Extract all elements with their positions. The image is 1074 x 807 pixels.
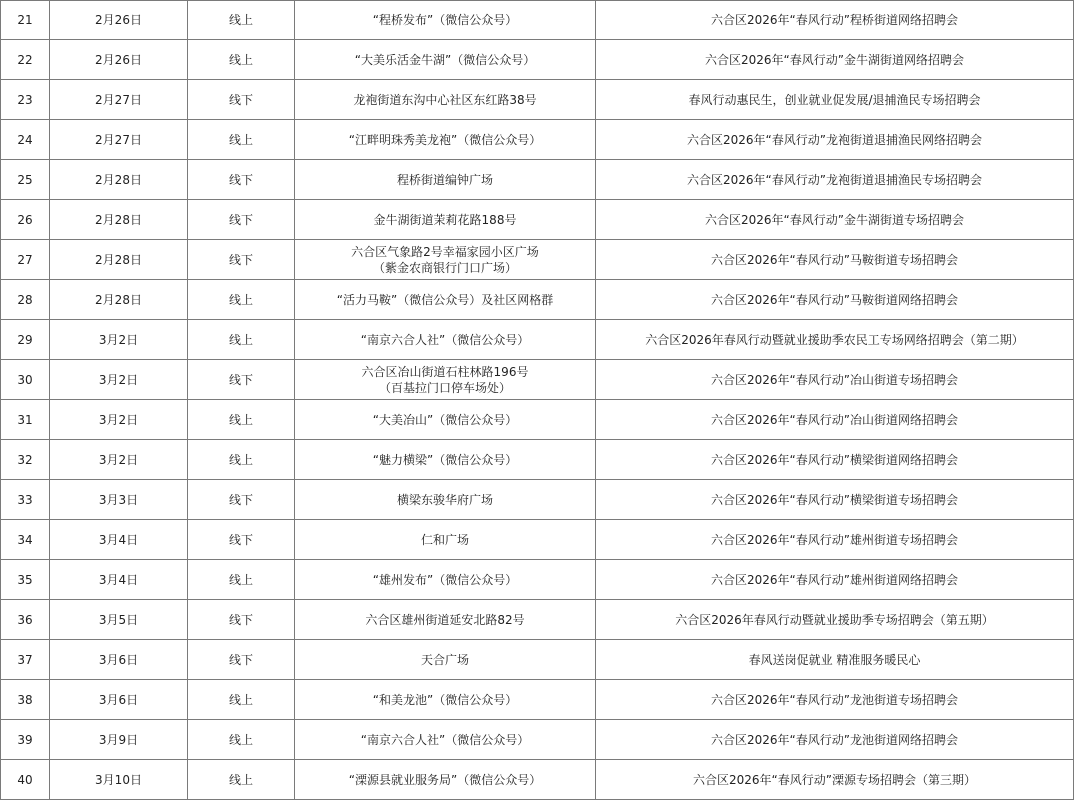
- event-title-cell: 六合区2026年“春风行动”马鞍街道专场招聘会: [596, 240, 1074, 280]
- date-cell: 2月28日: [50, 200, 188, 240]
- table-row: [1, 480, 1074, 520]
- table-row: [1, 760, 1074, 800]
- venue-cell: “大美冶山”（微信公众号）: [295, 400, 596, 440]
- mode-cell: 线上: [188, 320, 295, 360]
- mode-cell: 线上: [188, 120, 295, 160]
- table-row: [1, 720, 1074, 760]
- row-number-cell: 23: [1, 80, 50, 120]
- row-number-cell: 26: [1, 200, 50, 240]
- date-cell: 3月5日: [50, 600, 188, 640]
- venue-cell: 横梁东骏华府广场: [295, 480, 596, 520]
- row-number-cell: 37: [1, 640, 50, 680]
- event-title-cell: 六合区2026年“春风行动”溧源专场招聘会（第三期）: [596, 760, 1074, 800]
- row-number-cell: 40: [1, 760, 50, 800]
- row-number-cell: 25: [1, 160, 50, 200]
- event-title-cell: 六合区2026年“春风行动”横梁街道专场招聘会: [596, 480, 1074, 520]
- venue-cell: “大美乐活金牛湖”（微信公众号）: [295, 40, 596, 80]
- event-title-cell: 六合区2026年“春风行动”金牛湖街道专场招聘会: [596, 200, 1074, 240]
- venue-cell: “魅力横梁”（微信公众号）: [295, 440, 596, 480]
- event-title-cell: 六合区2026年“春风行动”龙袍街道退捕渔民专场招聘会: [596, 160, 1074, 200]
- venue-cell: 六合区冶山街道石柱林路196号 （百基拉门口停车场处）: [295, 360, 596, 400]
- date-cell: 3月2日: [50, 320, 188, 360]
- mode-cell: 线下: [188, 600, 295, 640]
- venue-cell: “雄州发布”（微信公众号）: [295, 560, 596, 600]
- event-title-cell: 六合区2026年“春风行动”冶山街道网络招聘会: [596, 400, 1074, 440]
- venue-cell: 六合区雄州街道延安北路82号: [295, 600, 596, 640]
- date-cell: 3月4日: [50, 560, 188, 600]
- date-cell: 2月28日: [50, 240, 188, 280]
- mode-cell: 线下: [188, 240, 295, 280]
- row-number-cell: 35: [1, 560, 50, 600]
- venue-cell: “南京六合人社”（微信公众号）: [295, 320, 596, 360]
- mode-cell: 线下: [188, 360, 295, 400]
- table-row: [1, 400, 1074, 440]
- table-row: [1, 1, 1074, 40]
- event-title-cell: 六合区2026年“春风行动”龙池街道网络招聘会: [596, 720, 1074, 760]
- event-title-cell: 六合区2026年春风行动暨就业援助季专场招聘会（第五期）: [596, 600, 1074, 640]
- table-row: [1, 600, 1074, 640]
- event-title-cell: 春风行动惠民生，创业就业促发展/退捕渔民专场招聘会: [596, 80, 1074, 120]
- mode-cell: 线下: [188, 520, 295, 560]
- date-cell: 3月9日: [50, 720, 188, 760]
- event-title-cell: 六合区2026年“春风行动”冶山街道专场招聘会: [596, 360, 1074, 400]
- table-row: [1, 680, 1074, 720]
- mode-cell: 线下: [188, 80, 295, 120]
- table-row: [1, 320, 1074, 360]
- table-row: [1, 520, 1074, 560]
- date-cell: 3月10日: [50, 760, 188, 800]
- table-row: [1, 360, 1074, 400]
- venue-cell: “溧源县就业服务局”（微信公众号）: [295, 760, 596, 800]
- date-cell: 2月28日: [50, 280, 188, 320]
- date-cell: 3月6日: [50, 680, 188, 720]
- venue-cell: “活力马鞍”（微信公众号）及社区网格群: [295, 280, 596, 320]
- row-number-cell: 38: [1, 680, 50, 720]
- table-row: [1, 240, 1074, 280]
- table-row: [1, 280, 1074, 320]
- mode-cell: 线上: [188, 680, 295, 720]
- event-title-cell: 六合区2026年“春风行动”雄州街道专场招聘会: [596, 520, 1074, 560]
- venue-cell: 龙袍街道东沟中心社区东红路38号: [295, 80, 596, 120]
- table-row: [1, 200, 1074, 240]
- row-number-cell: 31: [1, 400, 50, 440]
- date-cell: 3月3日: [50, 480, 188, 520]
- table-row: [1, 560, 1074, 600]
- table-row: [1, 440, 1074, 480]
- row-number-cell: 39: [1, 720, 50, 760]
- mode-cell: 线下: [188, 480, 295, 520]
- event-title-cell: 六合区2026年“春风行动”雄州街道网络招聘会: [596, 560, 1074, 600]
- mode-cell: 线下: [188, 640, 295, 680]
- event-title-cell: 六合区2026年“春风行动”横梁街道网络招聘会: [596, 440, 1074, 480]
- mode-cell: 线上: [188, 1, 295, 40]
- date-cell: 3月2日: [50, 400, 188, 440]
- event-title-cell: 六合区2026年春风行动暨就业援助季农民工专场网络招聘会（第二期）: [596, 320, 1074, 360]
- venue-cell: 天合广场: [295, 640, 596, 680]
- date-cell: 2月26日: [50, 40, 188, 80]
- date-cell: 2月28日: [50, 160, 188, 200]
- event-title-cell: 六合区2026年“春风行动”程桥街道网络招聘会: [596, 1, 1074, 40]
- date-cell: 3月2日: [50, 440, 188, 480]
- row-number-cell: 34: [1, 520, 50, 560]
- table-row: [1, 40, 1074, 80]
- venue-cell: “和美龙池”（微信公众号）: [295, 680, 596, 720]
- mode-cell: 线上: [188, 760, 295, 800]
- date-cell: 2月27日: [50, 80, 188, 120]
- mode-cell: 线上: [188, 720, 295, 760]
- venue-cell: 仁和广场: [295, 520, 596, 560]
- table-row: [1, 120, 1074, 160]
- date-cell: 2月26日: [50, 1, 188, 40]
- event-title-cell: 六合区2026年“春风行动”龙袍街道退捕渔民网络招聘会: [596, 120, 1074, 160]
- row-number-cell: 22: [1, 40, 50, 80]
- event-title-cell: 六合区2026年“春风行动”龙池街道专场招聘会: [596, 680, 1074, 720]
- date-cell: 3月4日: [50, 520, 188, 560]
- row-number-cell: 24: [1, 120, 50, 160]
- row-number-cell: 33: [1, 480, 50, 520]
- venue-cell: 金牛湖街道茉莉花路188号: [295, 200, 596, 240]
- event-title-cell: 六合区2026年“春风行动”金牛湖街道网络招聘会: [596, 40, 1074, 80]
- mode-cell: 线上: [188, 400, 295, 440]
- mode-cell: 线上: [188, 560, 295, 600]
- table-row: [1, 640, 1074, 680]
- mode-cell: 线上: [188, 440, 295, 480]
- event-title-cell: 六合区2026年“春风行动”马鞍街道网络招聘会: [596, 280, 1074, 320]
- row-number-cell: 30: [1, 360, 50, 400]
- table-row: [1, 80, 1074, 120]
- date-cell: 3月6日: [50, 640, 188, 680]
- venue-cell: “程桥发布”（微信公众号）: [295, 1, 596, 40]
- date-cell: 2月27日: [50, 120, 188, 160]
- mode-cell: 线上: [188, 40, 295, 80]
- event-title-cell: 春风送岗促就业 精准服务暖民心: [596, 640, 1074, 680]
- table-row: [1, 160, 1074, 200]
- row-number-cell: 28: [1, 280, 50, 320]
- row-number-cell: 36: [1, 600, 50, 640]
- mode-cell: 线下: [188, 200, 295, 240]
- mode-cell: 线上: [188, 280, 295, 320]
- row-number-cell: 21: [1, 1, 50, 40]
- venue-cell: “江畔明珠秀美龙袍”（微信公众号）: [295, 120, 596, 160]
- mode-cell: 线下: [188, 160, 295, 200]
- row-number-cell: 29: [1, 320, 50, 360]
- row-number-cell: 27: [1, 240, 50, 280]
- venue-cell: 程桥街道编钟广场: [295, 160, 596, 200]
- table-body: [1, 1, 1074, 800]
- venue-cell: “南京六合人社”（微信公众号）: [295, 720, 596, 760]
- row-number-cell: 32: [1, 440, 50, 480]
- venue-cell: 六合区气象路2号幸福家园小区广场 （紫金农商银行门口广场）: [295, 240, 596, 280]
- date-cell: 3月2日: [50, 360, 188, 400]
